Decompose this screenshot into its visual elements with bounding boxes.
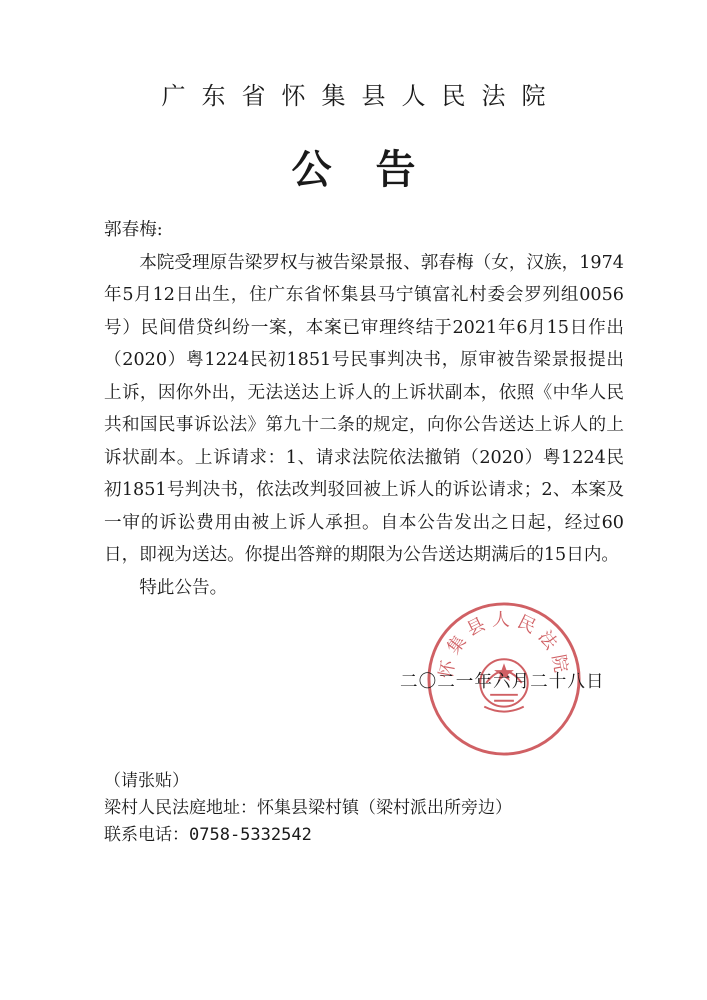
notice-date: 二〇二一年六月二十八日 (400, 672, 605, 692)
closing-remark: 特此公告。 (139, 577, 228, 598)
notice-paragraph: 本院受理原告梁罗权与被告梁景报、郭春梅（女，汉族，1974年5月12日出生，住广东省怀集县马宁镇富礼村委会罗列组0056号）民间借贷纠纷一案，本案已审理终结于2021年6月15日作出（2020）粤1224民初1851号民事判决书，原审被告梁景报提出上诉，因你外出，无法送达上诉人的上诉状副本，依照《中华人民共和国民事诉讼法》第九十二条的规定，向你公告送达上诉人的上诉状副本。上诉请求：1、请求法院依法撤销（2020）粤1224民初1851号判决书，依法改判驳回被上诉人的诉讼请求；2、本案及一审的诉讼费用由被上诉人承担。自本公告发出之日起，经过60日，即视为送达。你提出答辩的期限为公告送达期满后的15日内。 (104, 252, 624, 565)
court-name: 广东省怀集县人民法院 (161, 82, 562, 110)
notice-body (104, 214, 624, 604)
court-address: 梁村人民法庭地址：怀集县梁村镇（梁村派出所旁边） (104, 798, 512, 818)
notice-title: 公告 (291, 147, 460, 193)
posting-note: （请张贴） (104, 771, 189, 791)
seal-text: 怀集县人民法院 (436, 610, 572, 681)
contact-phone: 联系电话：0758-5332542 (104, 825, 312, 845)
addressee: 郭春梅: (104, 220, 163, 240)
notice-footer (104, 768, 644, 849)
